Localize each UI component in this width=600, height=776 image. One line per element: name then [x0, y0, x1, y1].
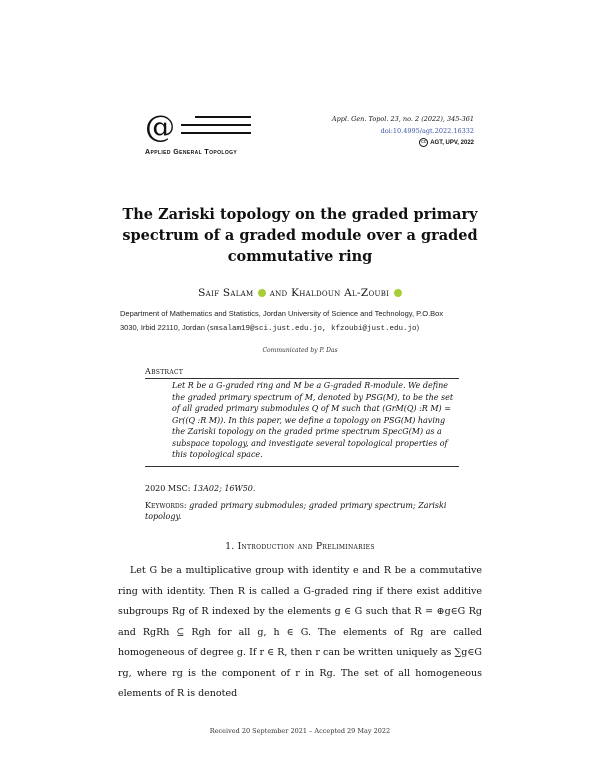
logo-at-symbol: @ [145, 110, 175, 145]
author-separator: and [269, 287, 288, 299]
keywords-value: graded primary submodules; graded primary spectrum; Zariski topology. [145, 501, 447, 521]
orcid-icon[interactable] [394, 289, 402, 297]
orcid-icon[interactable] [258, 289, 266, 297]
license-line [332, 137, 474, 149]
section-heading: 1. Introduction and Preliminaries [225, 542, 375, 552]
journal-info [332, 113, 474, 149]
body-text [118, 561, 482, 705]
affiliation-line2-prefix: 3030, Irbid 22110, Jordan ( [120, 323, 210, 332]
creative-commons-icon: cc [421, 138, 427, 145]
doi-link[interactable]: doi:10.4995/agt.2022.16332 [380, 127, 474, 135]
author-emails[interactable]: smsalam19@sci.just.edu.jo, kfzoubi@just.edu.jo [209, 325, 417, 333]
msc-label: 2020 MSC: [145, 484, 191, 493]
authors [110, 287, 490, 299]
logo-bars [181, 116, 251, 140]
affiliation-line1: Department of Mathematics and Statistics, Jordan University of Science and Technology, P.O.Box [120, 309, 444, 318]
author-2: Khaldoun Al-Zoubi [291, 287, 390, 299]
communicated-by: Communicated by P. Das [262, 347, 338, 354]
abstract-text: Let R be a G-graded ring and M be a G-graded R-module. We define the graded primary spectrum of M, denoted by PSG(M), to be the set of all graded primary submodules Q of M such that (GrM(Q) :R M) = Gr((Q :R M)). In this paper, we define a topology on PSG(M) having the Zariski topology on the graded prime spectrum SpecG(M) as a subspace topology, and investigate several topological properties of this topological space. [172, 381, 454, 459]
author-1: Saif Salam [198, 287, 254, 299]
keywords-line [145, 500, 459, 522]
affiliation-line2-suffix: ) [416, 323, 420, 332]
received-accepted: Received 20 September 2021 – Accepted 29 May 2022 [209, 727, 391, 735]
affiliation [120, 307, 480, 336]
license-text: AGT, UPV, 2022 [430, 140, 474, 146]
keywords-label: Keywords: [145, 501, 187, 510]
journal-citation: Appl. Gen. Topol. 23, no. 2 (2022), 345-361 [331, 115, 474, 123]
msc-line [145, 484, 255, 493]
body-paragraph: Let G be a multiplicative group with identity e and R be a commutative ring with identity. Then R is called a G-graded ring if there exist additive subgroups Rg of R indexed by the elements g ∈ G such that R = ⊕g∈G Rg and RgRh ⊆ Rgh for all g, h ∈ G. The elements of Rg are called homogeneous of degree g. If r ∈ R, then r can be written uniquely as ∑g∈G rg, where rg is the component of r in Rg. The set of all homogeneous elements of R is denoted [118, 565, 482, 699]
abstract-bottom-rule [145, 466, 459, 467]
paper-title: The Zariski topology on the graded primary spectrum of a graded module over a graded commutative ring [122, 206, 478, 265]
journal-logo [145, 110, 251, 165]
abstract-heading: Abstract [145, 367, 184, 376]
logo-text: Applied General Topology [145, 149, 238, 156]
msc-value: 13A02; 16W50. [192, 484, 256, 493]
abstract-top-rule [145, 378, 459, 379]
